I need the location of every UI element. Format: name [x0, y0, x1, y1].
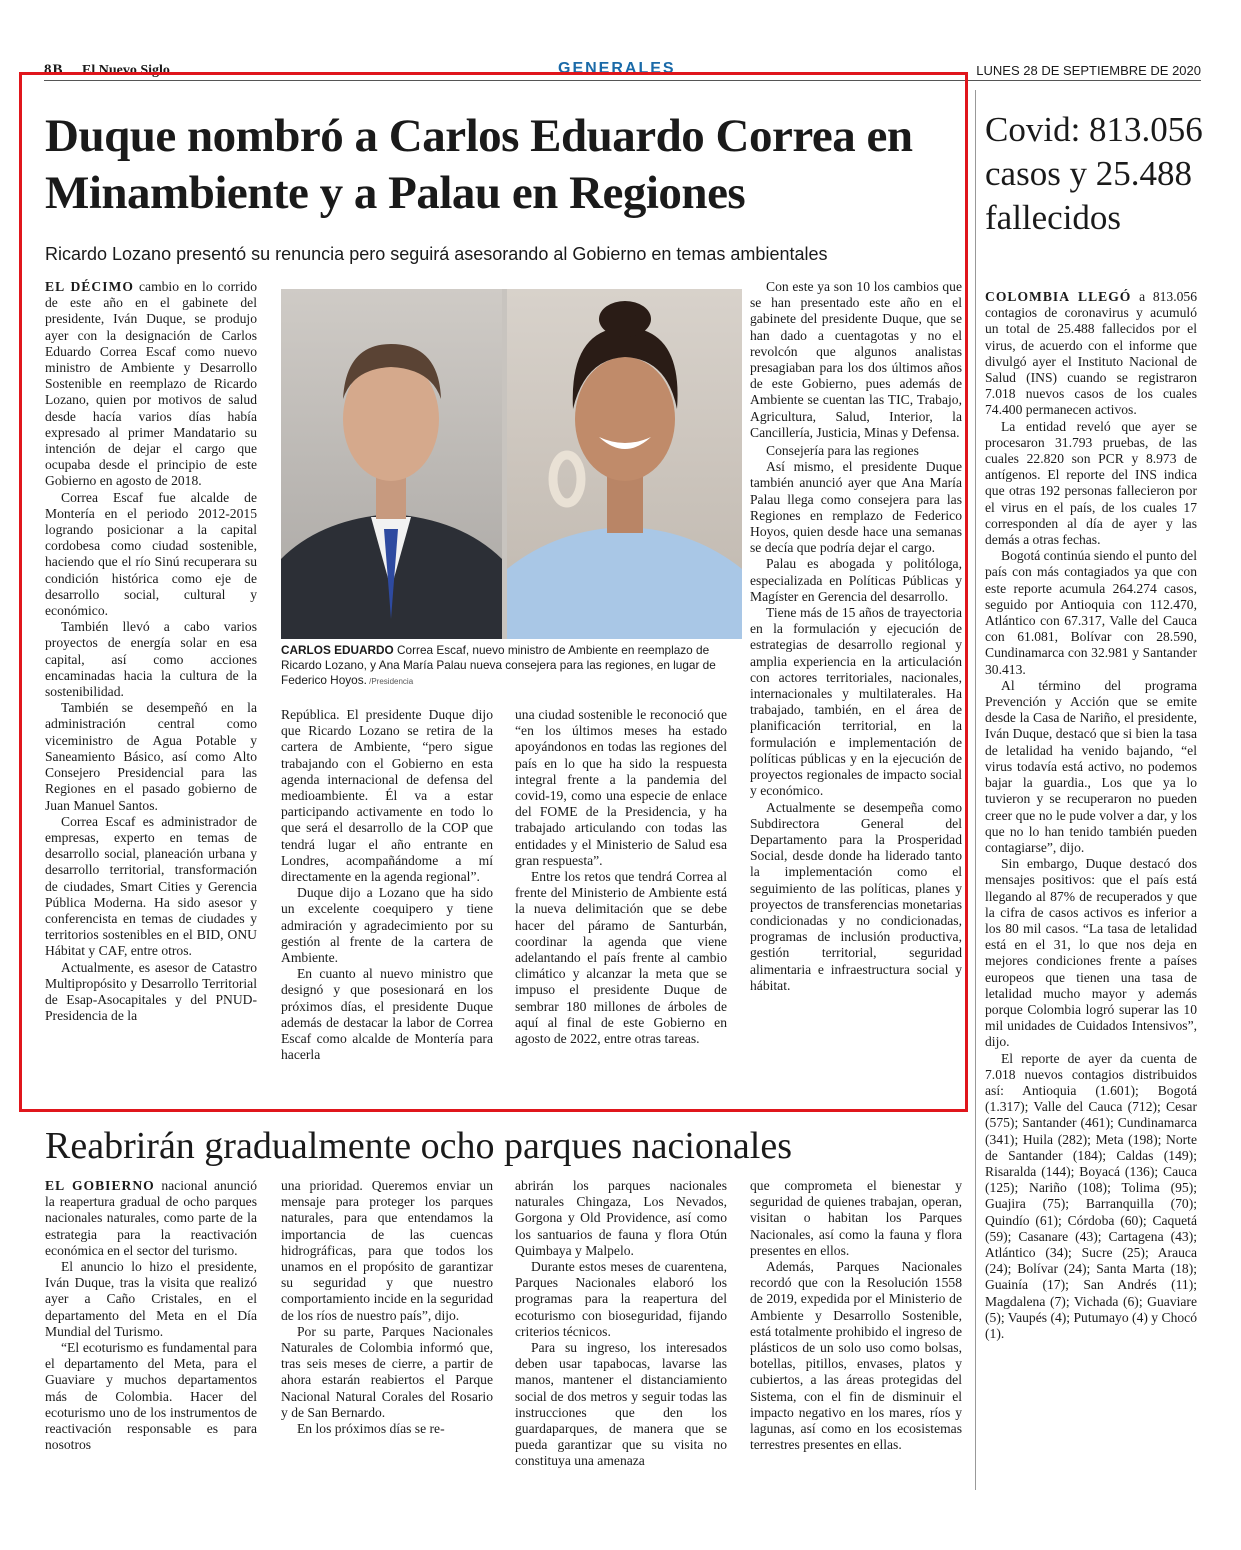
article-column-2 — [281, 707, 493, 1101]
paragraph: Correa Escaf es administrador de empresas, experto en temas de desarrollo social, planeación urbana y desarrollo territorial, transformación de ciudades, Smart Cities y Gerencia Pública Moderna. Ha sido asesor y conferencista en temas de ciudades y territorios sostenibles en el BID, ONU Hábitat y CAF, entre otros. — [45, 813, 257, 959]
photo-credit: /Presidencia — [366, 677, 414, 686]
paragraph: Correa Escaf fue alcalde de Montería en el periodo 2012-2015 logrando posicionar a la capital cordobesa como ciudad sostenible, haciendo que el río Sinú recuperara su condición histórica como eje de desarrollo social, cultural y económico. — [45, 489, 257, 619]
paragraph: abrirán los parques nacionales naturales Chingaza, Los Nevados, Gorgona y Old Providence, así como los santuarios de fauna y flora Otún Quimbaya y Malpelo. — [515, 1178, 727, 1258]
paragraph: COLOMBIA LLEGÓ a 813.056 contagios de coronavirus y acumuló un total de 25.488 fallecidos por el virus, de acuerdo con el informe que divulgó ayer el Instituto Nacional de Salud (INS) cuando se registraron 7.018 nuevos casos de los cuales 74.400 permanecen activos. — [985, 289, 1197, 418]
paragraph: Entre los retos que tendrá Correa al frente del Ministerio de Ambiente está la nueva delimitación que se debe hacer del páramo de Santurbán, coordinar la agenda que viene adelantando el país frente al cambio climático y alcanzar la meta que se impuso el presidente Duque de sembrar 180 millones de árboles de aquí al final de este Gobierno en agosto de 2022, entre otras tareas. — [515, 869, 727, 1047]
article-column-3 — [515, 707, 727, 1101]
paragraph: El reporte de ayer da cuenta de 7.018 nuevos contagios distribuidos así: Antioquia (1.601); Bogotá (1.317); Valle del Cauca (712); Cesar (575); Santander (461); Cundinamarca (341); Huila (282); Meta (198); Norte de Santander (184); Caldas (149); Risaralda (144); Boyacá (136); Cauca (125); Nariño (108); Tolima (95); Guajira (75); Barranquilla (70); Quindío (61); Córdoba (60); Caquetá (59); Casanare (43); Cartagena (43); Atlántico (34); Sucre (25); Arauca (24); Bolívar (24); Santa Marta (18); Guainía (17); San Andrés (11); Magdalena (7); Vichada (6); Guaviare (5); Vaupés (4); Putumayo (4) y Chocó (1). — [985, 1050, 1197, 1341]
caption-text: Correa Escaf, nuevo ministro de Ambiente en reemplazo de Ricardo Lozano, y Ana María Palau nueva consejera para las regiones, en lugar de Federico Hoyos. — [281, 643, 716, 687]
article2-headline: Reabrirán gradualmente ocho parques nacionales — [45, 1125, 793, 1167]
sidebar-headline: Covid: 813.056 casos y 25.488 fallecidos — [985, 110, 1203, 237]
lead-word: EL GOBIERNO — [45, 1178, 155, 1193]
paragraph: Durante estos meses de cuarentena, Parques Nacionales elaboró los programas para la reapertura del ecoturismo con bioseguridad, fijando criterios técnicos. — [515, 1259, 727, 1339]
article-photo — [281, 289, 742, 639]
paragraph: El anuncio lo hizo el presidente, Iván Duque, tras la visita que realizó ayer a Caño Cristales, en el departamento del Meta en el Día Mundial del Turismo. — [45, 1259, 257, 1339]
paragraph: EL GOBIERNO nacional anunció la reapertura gradual de ocho parques nacionales naturales, como parte de la estrategia para la reactivación económica en el sector del turismo. — [45, 1178, 257, 1258]
photo-carlos-eduardo-correa — [281, 289, 502, 639]
lead-word: EL DÉCIMO — [45, 279, 134, 294]
page-number: 8B — [44, 62, 64, 78]
paragraph: En cuanto al nuevo ministro que designó y que posesionará en los próximos días, el presidente Duque además de destacar la labor de Correa Escaf como alcalde de Montería para hacerla — [281, 966, 493, 1063]
photo-caption — [281, 643, 742, 689]
newspaper-name: El Nuevo Siglo — [82, 63, 170, 78]
article2-column-1 — [45, 1178, 257, 1498]
article-headline: Duque nombró a Carlos Eduardo Correa en Minambiente y a Palau en Regiones — [45, 110, 913, 219]
article2-column-2 — [281, 1178, 493, 1498]
sidebar-divider — [975, 90, 976, 1490]
paragraph: También llevó a cabo varios proyectos de energía solar en esa capital, así como acciones encaminadas hacia la cultura de la sostenibilidad. — [45, 619, 257, 700]
paragraph: Por su parte, Parques Nacionales Naturales de Colombia informó que, tras seis meses de cierre, a partir de ahora estarán reabiertos el Parque Nacional Natural Corales del Rosario y de San Bernardo. — [281, 1323, 493, 1420]
paragraph: La entidad reveló que ayer se procesaron 31.793 pruebas, de las cuales 22.820 son PCR y 8.973 de antígenos. El reporte del INS indica que otras 192 personas fallecieron por el virus en el país, de los cuales 17 corresponden al día de ayer y las demás a otras fechas. — [985, 418, 1197, 548]
paragraph: Al término del programa Prevención y Acción que se emite desde la Casa de Nariño, el presidente, Iván Duque, destacó que si bien la tasa de letalidad ha venido bajando, “el virus todavía está activo, no podemos bajar la guardia., Los que ya lo tuvieron y se recuperaron no pueden creer que no le pude volver a dar, y los que no lo han tenido también pueden contagiarse”, dijo. — [985, 677, 1197, 855]
issue-date: LUNES 28 DE SEPTIEMBRE DE 2020 — [976, 63, 1201, 78]
paragraph: Para su ingreso, los interesados deben usar tapabocas, lavarse las manos, mantener el distanciamiento social de dos metros y seguir todas las instrucciones que den los guardaparques, de manera que se pueda garantizar que su visita no constituya una amenaza — [515, 1340, 727, 1469]
sidebar-body — [985, 289, 1197, 1499]
paragraph: Duque dijo a Lozano que ha sido un excelente coequipero y tiene admiración y agradecimiento por su gestión al frente de la cartera de Ambiente. — [281, 885, 493, 966]
paragraph: Con este ya son 10 los cambios que se han presentado este año en el gabinete del presidente Duque, que se han dado a cuentagotas y no el revolcón que algunos analistas presagiaban para los dos últimos años de este Gobierno, pues además de Ambiente se cuentan las TIC, Trabajo, Agricultura, Salud, Interior, la Cancillería, Justicia, Minas y Defensa. — [750, 279, 962, 440]
article2-column-4 — [750, 1178, 962, 1498]
paragraph: Sin embargo, Duque destacó dos mensajes positivos: que el país está llegando al 87% de recuperados y que la cifra de casos activos es inferior a los 80 mil casos. “La tasa de letalidad está en el 31, lo que nos deja en mejores condiciones frente a países europeos que tienen una tasa de letalidad mucho mayor y además porque Colombia logró superar las 10 mil unidades de Cuidados Intensivos”, dijo. — [985, 856, 1197, 1050]
article-subhead: Ricardo Lozano presentó su renuncia pero seguirá asesorando al Gobierno en temas ambientales — [45, 244, 828, 264]
paragraph: República. El presidente Duque dijo que Ricardo Lozano se retira de la cartera de Ambiente, “pero sigue trabajando con el Gobierno en esta agenda internacional de defensa del medioambiente. Él va a estar participando activamente en todo lo que será el desarrollo de la COP que tendrá lugar el año entrante en Londres, acompañándome a mí directamente en la agenda regional”. — [281, 707, 493, 885]
photo-ana-maria-palau — [507, 289, 742, 639]
paragraph: También se desempeñó en la administración central como viceministro de Agua Potable y Saneamiento Básico, así como Alto Consejero Presidencial para las Regiones en el pasado gobierno de Juan Manuel Santos. — [45, 700, 257, 813]
caption-lead: CARLOS EDUARDO — [281, 643, 394, 657]
paragraph: Bogotá continúa siendo el punto del país con más contagiados ya que con este reporte acumula 264.274 casos, seguido por Antioquia con 112.470, Atlántico con 67.317, Valle del Cauca con 61.081, Bolívar con 28.590, Cundinamarca con 32.981 y Santander 30.413. — [985, 548, 1197, 677]
paragraph: Actualmente, es asesor de Catastro Multipropósito y Desarrollo Territorial de Esap-Asocapitales y del PNUD-Presidencia de la — [45, 959, 257, 1024]
section-subtitle: Consejería para las regiones — [766, 443, 919, 459]
paragraph: Tiene más de 15 años de trayectoria en la formulación y ejecución de estrategias de desarrollo regional y amplia experiencia en la articulación con actores territoriales, nacionales, internacionales y multilaterales. Ha trabajado, también, en el área de planificación territorial, en la formulación e implementación de políticas públicas y en la ejecución de proyectos regionales de impacto social y económico. — [750, 605, 962, 799]
paragraph: “El ecoturismo es fundamental para el departamento del Meta, para el Guaviare y muchos departamentos más de Colombia. Hacer del ecoturismo uno de los instrumentos de reactivación responsable es para nosotros — [45, 1340, 257, 1453]
article-column-1 — [45, 279, 257, 1101]
paragraph: Palau es abogada y politóloga, especializada en Políticas Públicas y Magíster en Gerencia del desarrollo. — [750, 556, 962, 604]
paragraph: Además, Parques Nacionales recordó que con la Resolución 1558 de 2019, expedida por el Ministerio de Ambiente y Desarrollo Sostenible, está totalmente prohibido el ingreso de plásticos de un solo uso como bolsas, botellas, pitillos, envases, platos y cubiertos, a las áreas protegidas del Sistema, con el fin de disminuir el impacto negativo en los mares, ríos y lagunas, así como en los ecosistemas terrestres presentes en ellas. — [750, 1259, 962, 1453]
paragraph: En los próximos días se re- — [297, 1421, 445, 1437]
paragraph: EL DÉCIMO cambio en lo corrido de este año en el gabinete del presidente, Iván Duque, se produjo ayer con la designación de Carlos Eduardo Correa Escaf como nuevo ministro de Ambiente y Desarrollo Sostenible en reemplazo de Ricardo Lozano, quien por motivos de salud desde hacía varios días había expresado al primer Mandatario su intención de dejar el cargo que ocupaba desde el principio de este Gobierno en agosto de 2018. — [45, 279, 257, 489]
lead-word: COLOMBIA LLEGÓ — [985, 289, 1132, 304]
paragraph: Así mismo, el presidente Duque también anunció ayer que Ana María Palau llega como consejera para las Regiones en remplazo de Federico Hoyos, quien desde hace una semanas se decía que podría dejar el cargo. — [750, 459, 962, 556]
section-name: GENERALES — [558, 60, 676, 77]
paragraph: una prioridad. Queremos enviar un mensaje para proteger los parques naturales, para que entendamos la importancia de las cuencas hidrográficas, para que todos los unamos en el propósito de garantizar su seguridad y que nuestro comportamiento incide en la seguridad de los ríos de nuestro país”, dijo. — [281, 1178, 493, 1323]
paragraph: Actualmente se desempeña como Subdirectora General del Departamento para la Prosperidad Social, desde donde ha liderado tanto la implementación como el seguimiento de las políticas, planes y proyectos de transferencias monetarias condicionadas y no condicionadas, programas de inclusión productiva, gestión territorial, seguridad alimentaria e infraestructura social y hábitat. — [750, 799, 962, 993]
paragraph: que comprometa el bienestar y seguridad de quienes trabajan, operan, visitan o habitan los Parques Nacionales, así como la fauna y flora presentes en ellos. — [750, 1178, 962, 1258]
paragraph: una ciudad sostenible le reconoció que “en los últimos meses ha estado apoyándonos en todas las regiones del país en lo que ha sido la respuesta integral frente a la pandemia del covid-19, como una especie de enlace del FOME de la Presidencia, y ha trabajado articulando con todas las entidades y el Ministerio de Salud esa gran respuesta”. — [515, 707, 727, 868]
article-column-4 — [750, 279, 962, 1101]
article2-column-3 — [515, 1178, 727, 1498]
